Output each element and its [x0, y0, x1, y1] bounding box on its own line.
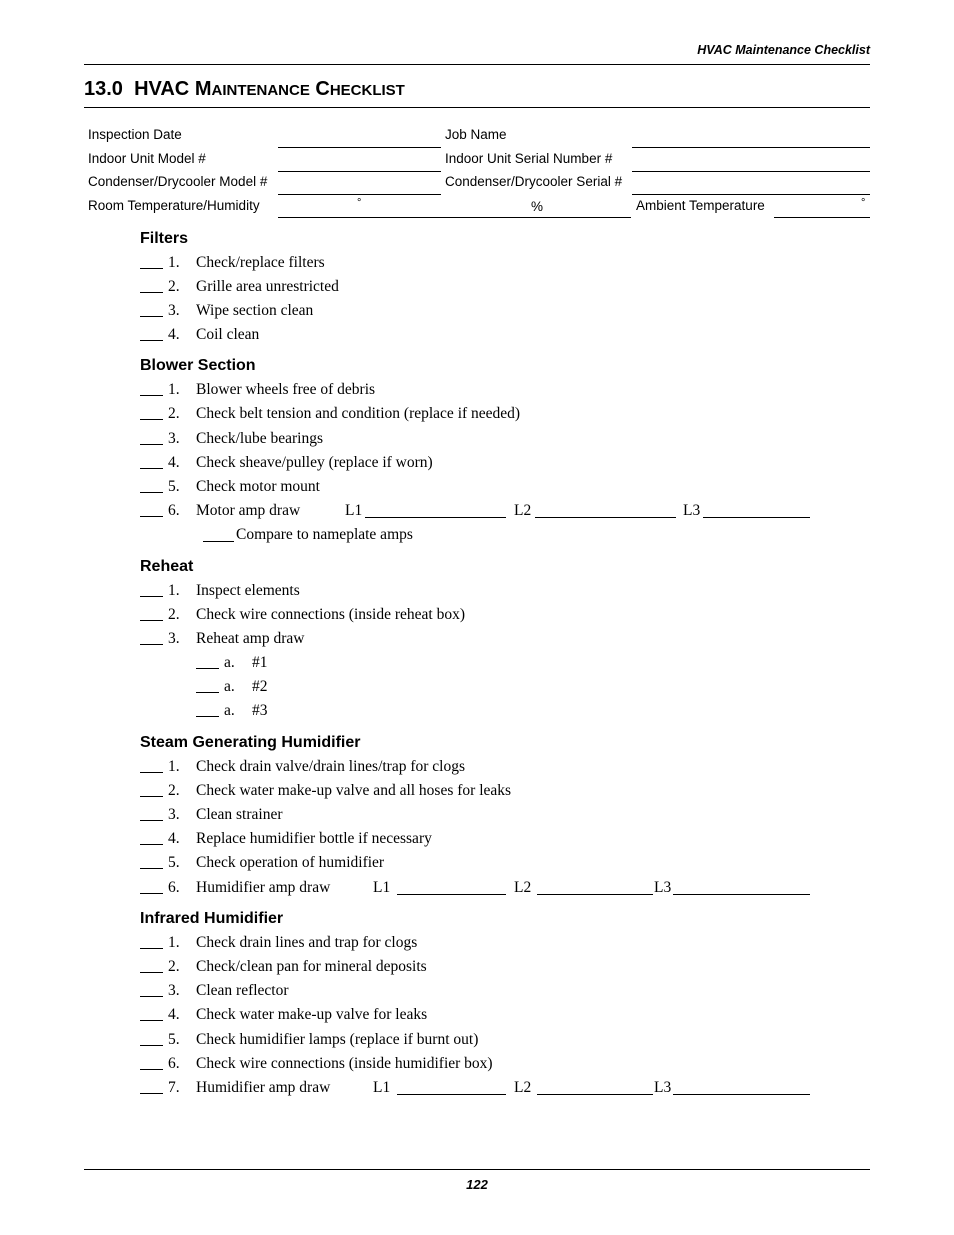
job-name-field[interactable]	[632, 147, 870, 148]
room-temp-humidity-field[interactable]	[278, 217, 631, 218]
section-title-steam-humidifier: Steam Generating Humidifier	[140, 734, 361, 751]
checklist-item: 2. Check wire connections (inside reheat box)	[140, 606, 840, 626]
job-name-label: Job Name	[445, 127, 507, 142]
checklist-item: 2. Check water make-up valve and all hoses for leaks	[140, 782, 840, 802]
checklist-item: 4. Coil clean	[140, 326, 840, 346]
check-blank[interactable]	[140, 596, 163, 597]
check-blank[interactable]	[140, 796, 163, 797]
checklist-item: 4. Check sheave/pulley (replace if worn)	[140, 454, 840, 474]
check-blank[interactable]	[196, 716, 219, 717]
section-title-infrared-humidifier: Infrared Humidifier	[140, 910, 284, 927]
checklist-item: 1. Blower wheels free of debris	[140, 381, 840, 401]
running-header: HVAC Maintenance Checklist	[697, 43, 870, 57]
checklist-item: 2. Check/clean pan for mineral deposits	[140, 958, 840, 978]
amp-label-l1: L1	[373, 879, 391, 896]
amp-label-l2: L2	[514, 879, 532, 896]
amp-label-l3: L3	[654, 1079, 672, 1096]
page-title	[84, 78, 405, 101]
checklist-item: 4. Replace humidifier bottle if necessary	[140, 830, 840, 850]
check-blank[interactable]	[140, 419, 163, 420]
checklist-item: 6. Motor amp draw	[140, 502, 840, 522]
room-temp-humidity-label: Room Temperature/Humidity	[88, 198, 260, 213]
check-blank[interactable]	[140, 1069, 163, 1070]
amp-label-l1: L1	[373, 1079, 391, 1096]
checklist-item: 1. Check drain valve/drain lines/trap for clogs	[140, 758, 840, 778]
check-blank[interactable]	[140, 492, 163, 493]
checklist-item: 3. Reheat amp draw	[140, 630, 840, 650]
amp-label-l1: L1	[345, 502, 363, 519]
check-blank[interactable]	[140, 996, 163, 997]
degree-symbol: °	[357, 197, 362, 209]
title-word-2: MAINTENANCE	[194, 78, 310, 100]
check-blank[interactable]	[140, 268, 163, 269]
title-word-1: HVAC	[134, 78, 190, 100]
check-blank[interactable]	[140, 820, 163, 821]
section-title-blower: Blower Section	[140, 357, 256, 374]
compare-blank[interactable]	[203, 541, 234, 542]
check-blank[interactable]	[196, 668, 219, 669]
condenser-serial-label: Condenser/Drycooler Serial #	[445, 174, 623, 189]
condenser-model-field[interactable]	[278, 194, 441, 195]
check-blank[interactable]	[140, 292, 163, 293]
indoor-unit-serial-field[interactable]	[632, 171, 870, 172]
amp-field-l3[interactable]	[673, 1094, 810, 1095]
ambient-degree-symbol: °	[861, 197, 866, 209]
checklist-subitem: a. #3	[196, 702, 496, 722]
page-number: 122	[466, 1177, 488, 1192]
section-title-filters: Filters	[140, 230, 189, 247]
checklist-item: 6. Humidifier amp draw	[140, 879, 840, 899]
indoor-unit-serial-label: Indoor Unit Serial Number #	[445, 151, 613, 166]
checklist-item: 1. Check drain lines and trap for clogs	[140, 934, 840, 954]
check-blank[interactable]	[140, 772, 163, 773]
footer-rule	[84, 1169, 870, 1170]
condenser-serial-field[interactable]	[632, 194, 870, 195]
checklist-item: 5. Check humidifier lamps (replace if burnt out)	[140, 1031, 840, 1051]
amp-field-l3[interactable]	[673, 894, 810, 895]
checklist-item: 3. Wipe section clean	[140, 302, 840, 322]
check-blank[interactable]	[140, 972, 163, 973]
check-blank[interactable]	[140, 444, 163, 445]
amp-field-l1[interactable]	[397, 1094, 506, 1095]
checklist-item: 2. Grille area unrestricted	[140, 278, 840, 298]
checklist-item: 6. Check wire connections (inside humidifier box)	[140, 1055, 840, 1075]
amp-field-l1[interactable]	[365, 517, 506, 518]
header-rule	[84, 64, 870, 65]
checklist-item: 4. Check water make-up valve for leaks	[140, 1006, 840, 1026]
checklist-item: 7. Humidifier amp draw	[140, 1079, 840, 1099]
checklist-item: 1. Inspect elements	[140, 582, 840, 602]
check-blank[interactable]	[140, 644, 163, 645]
check-blank[interactable]	[140, 395, 163, 396]
check-blank[interactable]	[140, 468, 163, 469]
amp-label-l3: L3	[654, 879, 672, 896]
check-blank[interactable]	[140, 948, 163, 949]
check-blank[interactable]	[140, 516, 163, 517]
check-blank[interactable]	[140, 1045, 163, 1046]
title-rule	[84, 107, 870, 108]
amp-field-l2[interactable]	[535, 517, 676, 518]
checklist-item: 5. Check motor mount	[140, 478, 840, 498]
check-blank[interactable]	[140, 1093, 163, 1094]
inspection-date-label: Inspection Date	[88, 127, 182, 142]
ambient-temperature-label: Ambient Temperature	[636, 198, 765, 213]
check-blank[interactable]	[140, 620, 163, 621]
check-blank[interactable]	[140, 893, 163, 894]
condenser-model-label: Condenser/Drycooler Model #	[88, 174, 268, 189]
amp-label-l2: L2	[514, 1079, 532, 1096]
title-number: 13.0	[84, 78, 123, 100]
checklist-item: 1. Check/replace filters	[140, 254, 840, 274]
indoor-unit-model-label: Indoor Unit Model #	[88, 151, 206, 166]
ambient-temperature-field[interactable]	[774, 217, 870, 218]
title-word-3: CHECKLIST	[315, 78, 405, 100]
check-blank[interactable]	[140, 844, 163, 845]
amp-label-l2: L2	[514, 502, 532, 519]
amp-field-l2[interactable]	[537, 1094, 653, 1095]
checklist-item: 2. Check belt tension and condition (replace if needed)	[140, 405, 840, 425]
check-blank[interactable]	[140, 1020, 163, 1021]
check-blank[interactable]	[140, 316, 163, 317]
checklist-item: 3. Clean reflector	[140, 982, 840, 1002]
amp-field-l2[interactable]	[537, 894, 653, 895]
amp-field-l1[interactable]	[397, 894, 506, 895]
check-blank[interactable]	[140, 868, 163, 869]
check-blank[interactable]	[140, 340, 163, 341]
checklist-subitem: a. #1	[196, 654, 496, 674]
inspection-date-field[interactable]	[278, 147, 441, 148]
checklist-subitem: a. #2	[196, 678, 496, 698]
checklist-item: 3. Check/lube bearings	[140, 430, 840, 450]
amp-label-l3: L3	[683, 502, 701, 519]
amp-field-l3[interactable]	[703, 517, 810, 518]
percent-symbol: %	[531, 199, 544, 214]
indoor-unit-model-field[interactable]	[278, 171, 441, 172]
check-blank[interactable]	[196, 692, 219, 693]
checklist-item: 3. Clean strainer	[140, 806, 840, 826]
compare-nameplate-text: Compare to nameplate amps	[236, 526, 413, 543]
section-title-reheat: Reheat	[140, 558, 194, 575]
checklist-item: 5. Check operation of humidifier	[140, 854, 840, 874]
